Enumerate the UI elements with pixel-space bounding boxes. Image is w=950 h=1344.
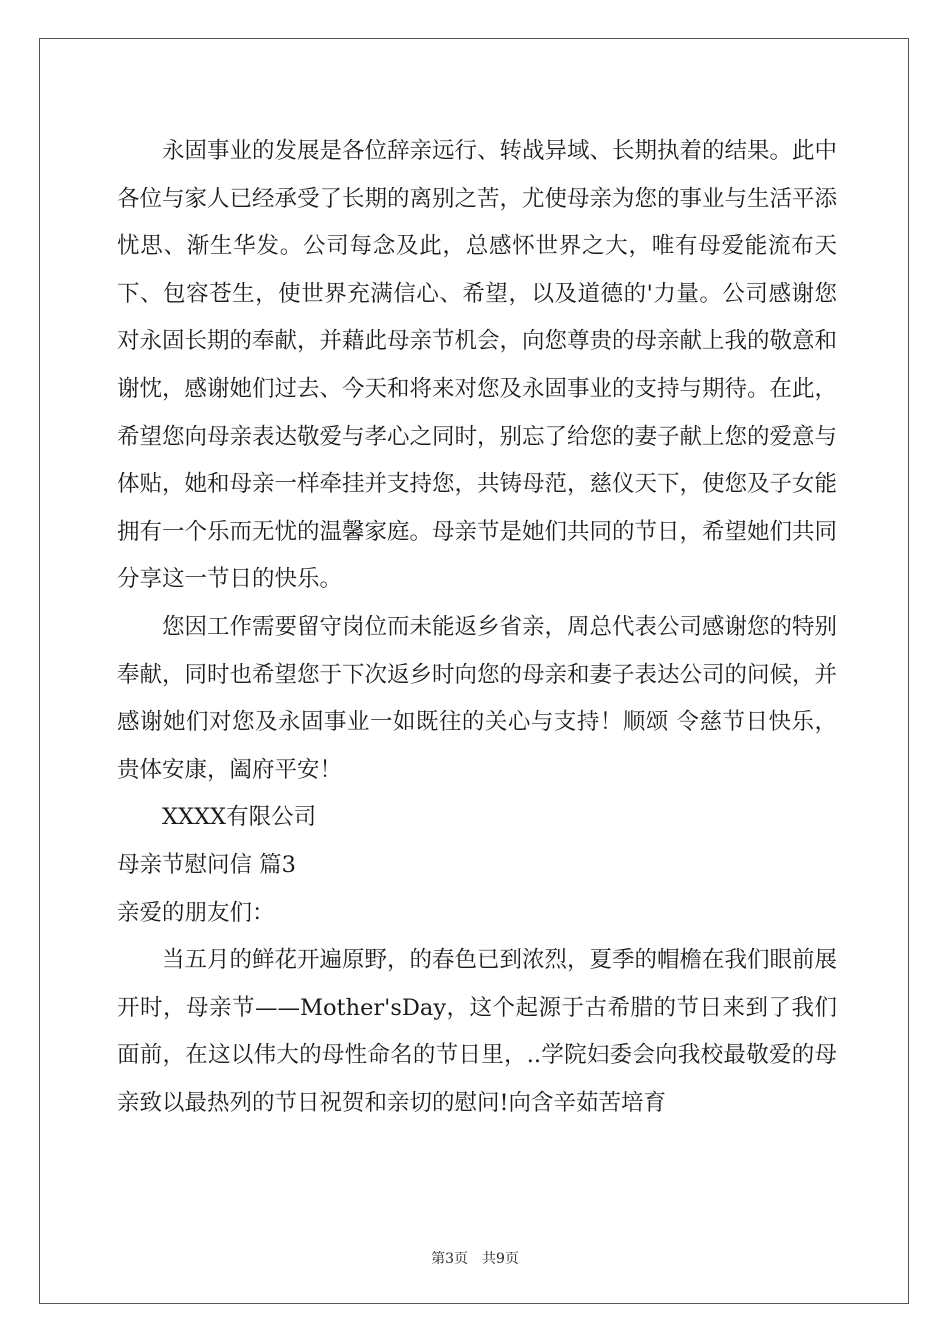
- section-title: 母亲节慰问信 篇3: [117, 851, 296, 878]
- document-body: [117, 128, 837, 1127]
- paragraph-1: 永固事业的发展是各位辞亲远行、转战异域、长期执着的结果。此中各位与家人已经承受了长期的离别之苦，尤使母亲为您的事业与生活平添忧思、渐生华发。公司每念及此，总感怀世界之大，唯有母爱能流布天下、包容苍生，使世界充满信心、希望，以及道德的'力量。公司感谢您对永固长期的奉献，并藉此母亲节机会，向您尊贵的母亲献上我的敬意和谢忱，感谢她们过去、今天和将来对您及永固事业的支持与期待。在此，希望您向母亲表达敬爱与孝心之同时，别忘了给您的妻子献上您的爱意与体贴，她和母亲一样牵挂并支持您，共铸母范，慈仪天下，使您及子女能拥有一个乐而无忧的温馨家庭。母亲节是她们共同的节日，希望她们共同分享这一节日的快乐。: [117, 138, 838, 593]
- signature: XXXX有限公司: [162, 804, 317, 831]
- greeting: 亲爱的朋友们：: [117, 899, 275, 926]
- page-total: 共9页: [482, 1251, 519, 1267]
- page-footer: [0, 1248, 950, 1268]
- paragraph-3: 当五月的鲜花开遍原野，的春色已到浓烈，夏季的帽檐在我们眼前展开时，母亲节——Mother'sDay，这个起源于古希腊的节日来到了我们面前，在这以伟大的母性命名的节日里，..学院妇委会向我校最敬爱的母亲致以最热列的节日祝贺和亲切的慰问!向含辛茹苦培育: [117, 947, 838, 1116]
- page-number: 第3页: [431, 1251, 468, 1267]
- paragraph-2: 您因工作需要留守岗位而未能返乡省亲，周总代表公司感谢您的特别奉献，同时也希望您于下次返乡时向您的母亲和妻子表达公司的问候，并感谢她们对您及永固事业一如既往的关心与支持！顺颂 令慈节日快乐，贵体安康，阖府平安！: [117, 613, 838, 783]
